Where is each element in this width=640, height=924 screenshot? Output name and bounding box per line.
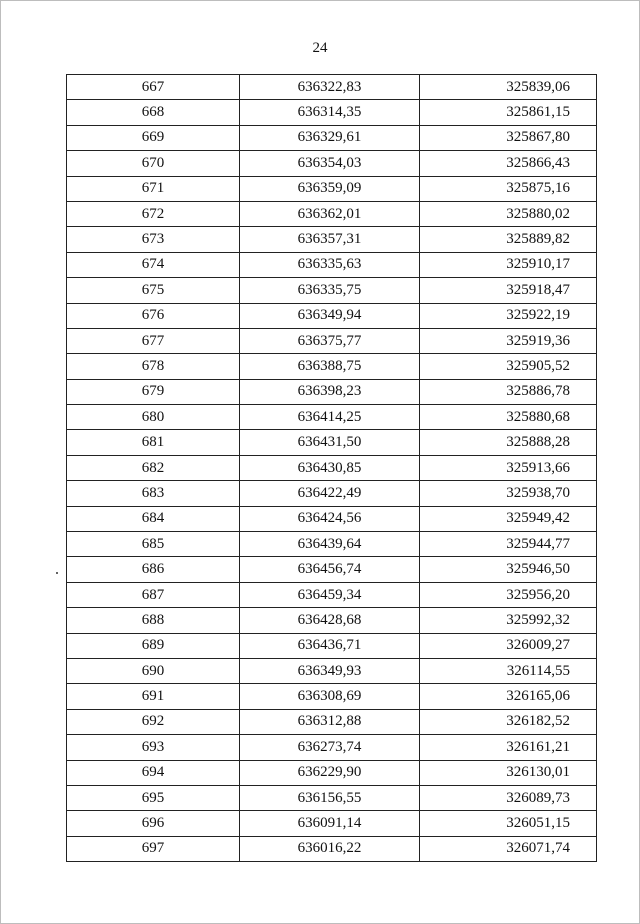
y-coordinate-cell: 325922,19 — [420, 303, 597, 328]
table-row — [67, 303, 597, 328]
x-coordinate-cell: 636322,83 — [240, 75, 420, 100]
table-row — [67, 709, 597, 734]
table-row — [67, 328, 597, 353]
table-row — [67, 125, 597, 150]
y-coordinate-cell: 325839,06 — [420, 75, 597, 100]
y-coordinate-cell: 325956,20 — [420, 582, 597, 607]
y-coordinate-cell: 326130,01 — [420, 760, 597, 785]
y-coordinate-cell: 326051,15 — [420, 811, 597, 836]
y-coordinate-cell: 326165,06 — [420, 684, 597, 709]
x-coordinate-cell: 636357,31 — [240, 227, 420, 252]
y-coordinate-cell: 325949,42 — [420, 506, 597, 531]
y-coordinate-cell: 326114,55 — [420, 658, 597, 683]
y-coordinate-cell: 326161,21 — [420, 735, 597, 760]
point-number-cell: 669 — [67, 125, 240, 150]
y-coordinate-cell: 325946,50 — [420, 557, 597, 582]
x-coordinate-cell: 636349,94 — [240, 303, 420, 328]
x-coordinate-cell: 636388,75 — [240, 354, 420, 379]
table-row — [67, 582, 597, 607]
x-coordinate-cell: 636156,55 — [240, 785, 420, 810]
x-coordinate-cell: 636335,75 — [240, 278, 420, 303]
table-row — [67, 811, 597, 836]
table-row — [67, 506, 597, 531]
y-coordinate-cell: 326009,27 — [420, 633, 597, 658]
table-row — [67, 430, 597, 455]
table-row — [67, 176, 597, 201]
x-coordinate-cell: 636398,23 — [240, 379, 420, 404]
table-row — [67, 227, 597, 252]
coordinates-table — [66, 74, 597, 862]
x-coordinate-cell: 636431,50 — [240, 430, 420, 455]
point-number-cell: 677 — [67, 328, 240, 353]
point-number-cell: 679 — [67, 379, 240, 404]
x-coordinate-cell: 636359,09 — [240, 176, 420, 201]
point-number-cell: 670 — [67, 151, 240, 176]
y-coordinate-cell: 325886,78 — [420, 379, 597, 404]
point-number-cell: 687 — [67, 582, 240, 607]
x-coordinate-cell: 636436,71 — [240, 633, 420, 658]
point-number-cell: 683 — [67, 481, 240, 506]
x-coordinate-cell: 636430,85 — [240, 455, 420, 480]
page-number: 24 — [312, 40, 328, 56]
point-number-cell: 678 — [67, 354, 240, 379]
point-number-cell: 694 — [67, 760, 240, 785]
point-number-cell: 682 — [67, 455, 240, 480]
x-coordinate-cell: 636428,68 — [240, 608, 420, 633]
point-number-cell: 691 — [67, 684, 240, 709]
table-row — [67, 100, 597, 125]
point-number-cell: 696 — [67, 811, 240, 836]
table-row — [67, 684, 597, 709]
point-number-cell: 693 — [67, 735, 240, 760]
x-coordinate-cell: 636459,34 — [240, 582, 420, 607]
y-coordinate-cell: 325880,68 — [420, 405, 597, 430]
y-coordinate-cell: 325866,43 — [420, 151, 597, 176]
x-coordinate-cell: 636229,90 — [240, 760, 420, 785]
point-number-cell: 675 — [67, 278, 240, 303]
point-number-cell: 684 — [67, 506, 240, 531]
point-number-cell: 692 — [67, 709, 240, 734]
point-number-cell: 671 — [67, 176, 240, 201]
point-number-cell: 680 — [67, 405, 240, 430]
x-coordinate-cell: 636273,74 — [240, 735, 420, 760]
x-coordinate-cell: 636349,93 — [240, 658, 420, 683]
y-coordinate-cell: 325944,77 — [420, 532, 597, 557]
point-number-cell: 697 — [67, 836, 240, 861]
table-row — [67, 836, 597, 861]
x-coordinate-cell: 636362,01 — [240, 201, 420, 226]
table-row — [67, 252, 597, 277]
x-coordinate-cell: 636424,56 — [240, 506, 420, 531]
y-coordinate-cell: 325913,66 — [420, 455, 597, 480]
y-coordinate-cell: 325938,70 — [420, 481, 597, 506]
table-row — [67, 735, 597, 760]
x-coordinate-cell: 636354,03 — [240, 151, 420, 176]
x-coordinate-cell: 636312,88 — [240, 709, 420, 734]
table-row — [67, 151, 597, 176]
scan-speck — [56, 572, 58, 574]
y-coordinate-cell: 325992,32 — [420, 608, 597, 633]
point-number-cell: 695 — [67, 785, 240, 810]
table-row — [67, 75, 597, 100]
point-number-cell: 689 — [67, 633, 240, 658]
y-coordinate-cell: 325861,15 — [420, 100, 597, 125]
point-number-cell: 673 — [67, 227, 240, 252]
x-coordinate-cell: 636329,61 — [240, 125, 420, 150]
y-coordinate-cell: 325919,36 — [420, 328, 597, 353]
table-row — [67, 455, 597, 480]
table-row — [67, 405, 597, 430]
y-coordinate-cell: 325867,80 — [420, 125, 597, 150]
point-number-cell: 674 — [67, 252, 240, 277]
point-number-cell: 688 — [67, 608, 240, 633]
y-coordinate-cell: 325889,82 — [420, 227, 597, 252]
x-coordinate-cell: 636375,77 — [240, 328, 420, 353]
x-coordinate-cell: 636422,49 — [240, 481, 420, 506]
table-row — [67, 785, 597, 810]
table-row — [67, 608, 597, 633]
y-coordinate-cell: 325905,52 — [420, 354, 597, 379]
x-coordinate-cell: 636456,74 — [240, 557, 420, 582]
table-row — [67, 760, 597, 785]
y-coordinate-cell: 326182,52 — [420, 709, 597, 734]
point-number-cell: 685 — [67, 532, 240, 557]
coordinates-table-body — [67, 75, 597, 862]
x-coordinate-cell: 636439,64 — [240, 532, 420, 557]
table-row — [67, 658, 597, 683]
y-coordinate-cell: 325888,28 — [420, 430, 597, 455]
table-row — [67, 379, 597, 404]
y-coordinate-cell: 325880,02 — [420, 201, 597, 226]
table-row — [67, 481, 597, 506]
point-number-cell: 672 — [67, 201, 240, 226]
table-row — [67, 354, 597, 379]
table-row — [67, 278, 597, 303]
x-coordinate-cell: 636414,25 — [240, 405, 420, 430]
point-number-cell: 686 — [67, 557, 240, 582]
table-row — [67, 201, 597, 226]
y-coordinate-cell: 326089,73 — [420, 785, 597, 810]
y-coordinate-cell: 326071,74 — [420, 836, 597, 861]
x-coordinate-cell: 636308,69 — [240, 684, 420, 709]
table-row — [67, 633, 597, 658]
point-number-cell: 681 — [67, 430, 240, 455]
table-row — [67, 532, 597, 557]
y-coordinate-cell: 325910,17 — [420, 252, 597, 277]
point-number-cell: 676 — [67, 303, 240, 328]
point-number-cell: 667 — [67, 75, 240, 100]
x-coordinate-cell: 636091,14 — [240, 811, 420, 836]
x-coordinate-cell: 636016,22 — [240, 836, 420, 861]
y-coordinate-cell: 325875,16 — [420, 176, 597, 201]
table-row — [67, 557, 597, 582]
x-coordinate-cell: 636314,35 — [240, 100, 420, 125]
point-number-cell: 668 — [67, 100, 240, 125]
point-number-cell: 690 — [67, 658, 240, 683]
y-coordinate-cell: 325918,47 — [420, 278, 597, 303]
x-coordinate-cell: 636335,63 — [240, 252, 420, 277]
